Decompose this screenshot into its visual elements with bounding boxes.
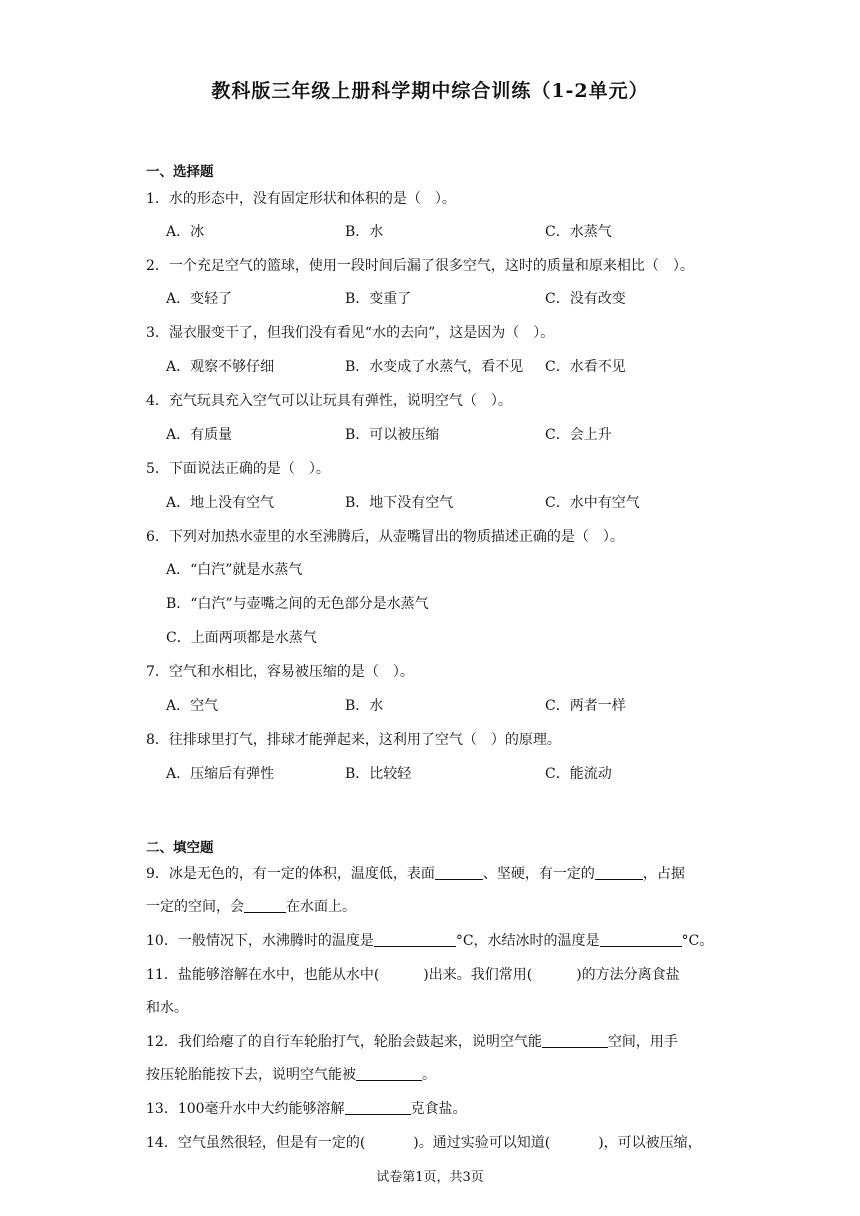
q9-text-3: ，占据	[642, 866, 685, 882]
q11-text-3: )的方法分离食盐	[576, 967, 680, 983]
q4-option-b: B．可以被压缩	[345, 427, 440, 443]
section-heading-choice: 一、选择题	[146, 164, 214, 180]
q7-option-b: B．水	[345, 698, 384, 714]
question-4: 4．充气玩具充入空气可以让玩具有弹性，说明空气（ ）。	[146, 393, 512, 409]
question-12-line-2	[146, 1064, 436, 1084]
question-9-line-1	[146, 863, 685, 883]
q13-text-1: 13．100毫升水中大约能够溶解	[146, 1101, 345, 1117]
q9-blank-3[interactable]	[244, 898, 286, 913]
question-3: 3．湿衣服变干了，但我们没有看见“水的去向”，这是因为（ ）。	[146, 325, 555, 341]
q14-text-3: )，可以被压缩，	[598, 1135, 702, 1151]
q1-option-a: A．冰	[166, 224, 205, 240]
q10-text-3: °C。	[681, 933, 714, 949]
q7-option-c: C．两者一样	[545, 698, 626, 714]
q6-option-c: C．上面两项都是水蒸气	[166, 630, 317, 646]
question-1: 1．水的形态中，没有固定形状和体积的是（ ）。	[146, 191, 456, 207]
section-heading-fill: 二、填空题	[146, 840, 214, 856]
question-11-line-2: 和水。	[146, 1000, 188, 1016]
question-10	[146, 930, 713, 950]
q3-option-b: B．水变成了水蒸气，看不见	[345, 359, 524, 375]
q8-option-c: C．能流动	[545, 766, 612, 782]
q12-blank-2[interactable]	[356, 1066, 422, 1081]
q13-blank-1[interactable]	[345, 1100, 411, 1115]
q11-text-1: 11．盐能够溶解在水中，也能从水中(	[146, 967, 380, 983]
q9-text-1: 9．冰是无色的，有一定的体积，温度低，表面	[146, 866, 435, 882]
q9-text-2: 、坚硬，有一定的	[482, 866, 595, 882]
q4-option-c: C．会上升	[545, 427, 612, 443]
q1-option-c: C．水蒸气	[545, 224, 612, 240]
q6-option-b: B．“白汽”与壶嘴之间的无色部分是水蒸气	[166, 596, 429, 612]
q10-blank-2[interactable]	[600, 932, 682, 947]
q9-text-5: 在水面上。	[286, 899, 356, 915]
q14-text-2: )。通过实验可以知道(	[413, 1135, 551, 1151]
question-8: 8．往排球里打气，排球才能弹起来，这利用了空气（ ）的原理。	[146, 732, 561, 748]
q2-option-a: A．变轻了	[166, 291, 233, 307]
q12-text-3: 按压轮胎能按下去，说明空气能被	[146, 1067, 356, 1083]
q12-text-1: 12．我们给瘪了的自行车轮胎打气，轮胎会鼓起来，说明空气能	[146, 1034, 542, 1050]
q2-option-b: B．变重了	[345, 291, 412, 307]
question-12-line-1	[146, 1031, 678, 1051]
q11-text-2: )出来。我们常用(	[423, 967, 533, 983]
q9-text-4: 一定的空间，会	[146, 899, 244, 915]
q10-text-2: °C，水结冰时的温度是	[455, 933, 600, 949]
question-13	[146, 1098, 467, 1118]
q12-text-4: 。	[422, 1067, 436, 1083]
q7-option-a: A．空气	[166, 698, 219, 714]
q9-blank-1[interactable]	[435, 865, 483, 880]
question-5: 5．下面说法正确的是（ ）。	[146, 461, 330, 477]
q6-option-a: A．“白汽”就是水蒸气	[166, 562, 303, 578]
q5-option-a: A．地上没有空气	[166, 495, 275, 511]
question-7: 7．空气和水相比，容易被压缩的是（ ）。	[146, 664, 414, 680]
q12-text-2: 空间，用手	[607, 1034, 678, 1050]
q14-text-1: 14．空气虽然很轻，但是有一定的(	[146, 1135, 366, 1151]
q12-blank-1[interactable]	[542, 1033, 608, 1048]
q10-text-1: 10．一般情况下，水沸腾时的温度是	[146, 933, 374, 949]
question-6: 6．下列对加热水壶里的水至沸腾后，从壶嘴冒出的物质描述正确的是（ ）。	[146, 529, 624, 545]
q1-option-b: B．水	[345, 224, 384, 240]
q5-option-b: B．地下没有空气	[345, 495, 454, 511]
page-footer: 试卷第1页，共3页	[376, 1170, 484, 1185]
q3-option-c: C．水看不见	[545, 359, 626, 375]
question-9-line-2	[146, 896, 356, 916]
question-14	[146, 1132, 702, 1152]
q8-option-a: A．压缩后有弹性	[166, 766, 275, 782]
q13-text-2: 克食盐。	[410, 1101, 467, 1117]
q9-blank-2[interactable]	[595, 865, 643, 880]
q4-option-a: A．有质量	[166, 427, 233, 443]
q3-option-a: A．观察不够仔细	[166, 359, 275, 375]
question-11-line-1	[146, 964, 680, 984]
q8-option-b: B．比较轻	[345, 766, 412, 782]
q5-option-c: C．水中有空气	[545, 495, 640, 511]
page-title: 教科版三年级上册科学期中综合训练（1-2单元）	[211, 80, 649, 102]
question-2: 2．一个充足空气的篮球，使用一段时间后漏了很多空气，这时的质量和原来相比（ ）。	[146, 258, 694, 274]
q10-blank-1[interactable]	[374, 932, 456, 947]
q2-option-c: C．没有改变	[545, 291, 626, 307]
